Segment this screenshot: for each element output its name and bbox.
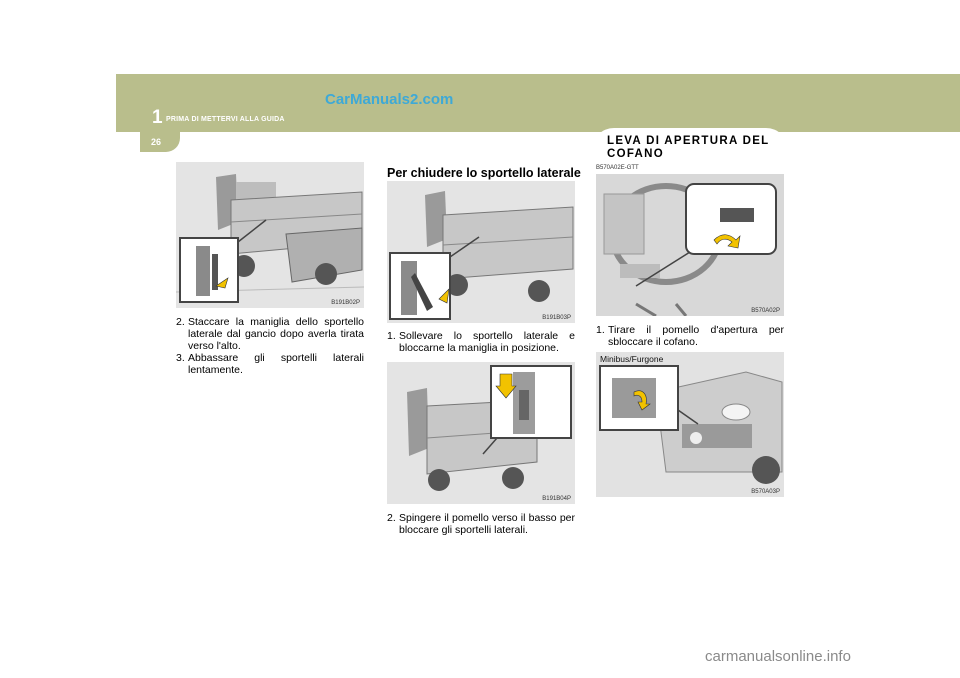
- image-code: B191B04P: [542, 496, 571, 502]
- middle-heading: Per chiudere lo sportello laterale: [387, 166, 581, 180]
- header-watermark[interactable]: CarManuals2.com: [325, 91, 454, 108]
- right-step-1: [596, 324, 784, 348]
- middle-step-1: [387, 330, 575, 354]
- truck-illustration: [387, 362, 575, 504]
- image-code: B191B02P: [331, 300, 360, 306]
- minibus-hood-latch-photo: [596, 352, 784, 497]
- hood-release-lever-photo: [596, 174, 784, 316]
- step-text: Tirare il pomello d'apertura per sbloccare il cofano.: [608, 324, 784, 348]
- chapter-title: PRIMA DI METTERVI ALLA GUIDA: [166, 116, 285, 123]
- step-number: 2.: [387, 512, 396, 524]
- step-number: 3.: [176, 352, 185, 364]
- minibus-label: Minibus/Furgone: [600, 354, 664, 364]
- image-code: B570A03P: [751, 489, 780, 495]
- left-step-2: [176, 316, 364, 352]
- image-code: B191B03P: [542, 315, 571, 321]
- step-text: Staccare la maniglia dello sportello laterale dal gancio dopo averla tirata verso l'alto.: [188, 316, 364, 352]
- truck-side-gate-open-photo: [176, 162, 364, 308]
- dashboard-illustration: [596, 174, 784, 316]
- chapter-number: 1: [152, 107, 163, 128]
- truck-illustration: [387, 181, 575, 323]
- truck-gate-lock-photo: [387, 362, 575, 504]
- reference-code: B570A02E-GTT: [596, 165, 639, 171]
- image-code: B570A02P: [751, 308, 780, 314]
- footer-watermark[interactable]: carmanualsonline.info: [705, 648, 851, 665]
- step-number: 1.: [387, 330, 396, 342]
- middle-step-2: [387, 512, 575, 536]
- header-band: [116, 74, 960, 132]
- step-text: Spingere il pomello verso il basso per bloccare gli sportelli laterali.: [399, 512, 575, 536]
- step-number: 1.: [596, 324, 605, 336]
- step-text: Sollevare lo sportello laterale e bloccarne la maniglia in posizione.: [399, 330, 575, 354]
- truck-gate-lift-photo: [387, 181, 575, 323]
- step-number: 2.: [176, 316, 185, 328]
- left-step-3: [176, 352, 364, 376]
- step-text: Abbassare gli sportelli laterali lentamente.: [188, 352, 364, 376]
- section-title: LEVA DI APERTURA DEL COFANO: [607, 135, 770, 160]
- truck-illustration: [176, 162, 364, 308]
- van-front-illustration: [596, 352, 784, 497]
- page-number: 26: [151, 137, 162, 147]
